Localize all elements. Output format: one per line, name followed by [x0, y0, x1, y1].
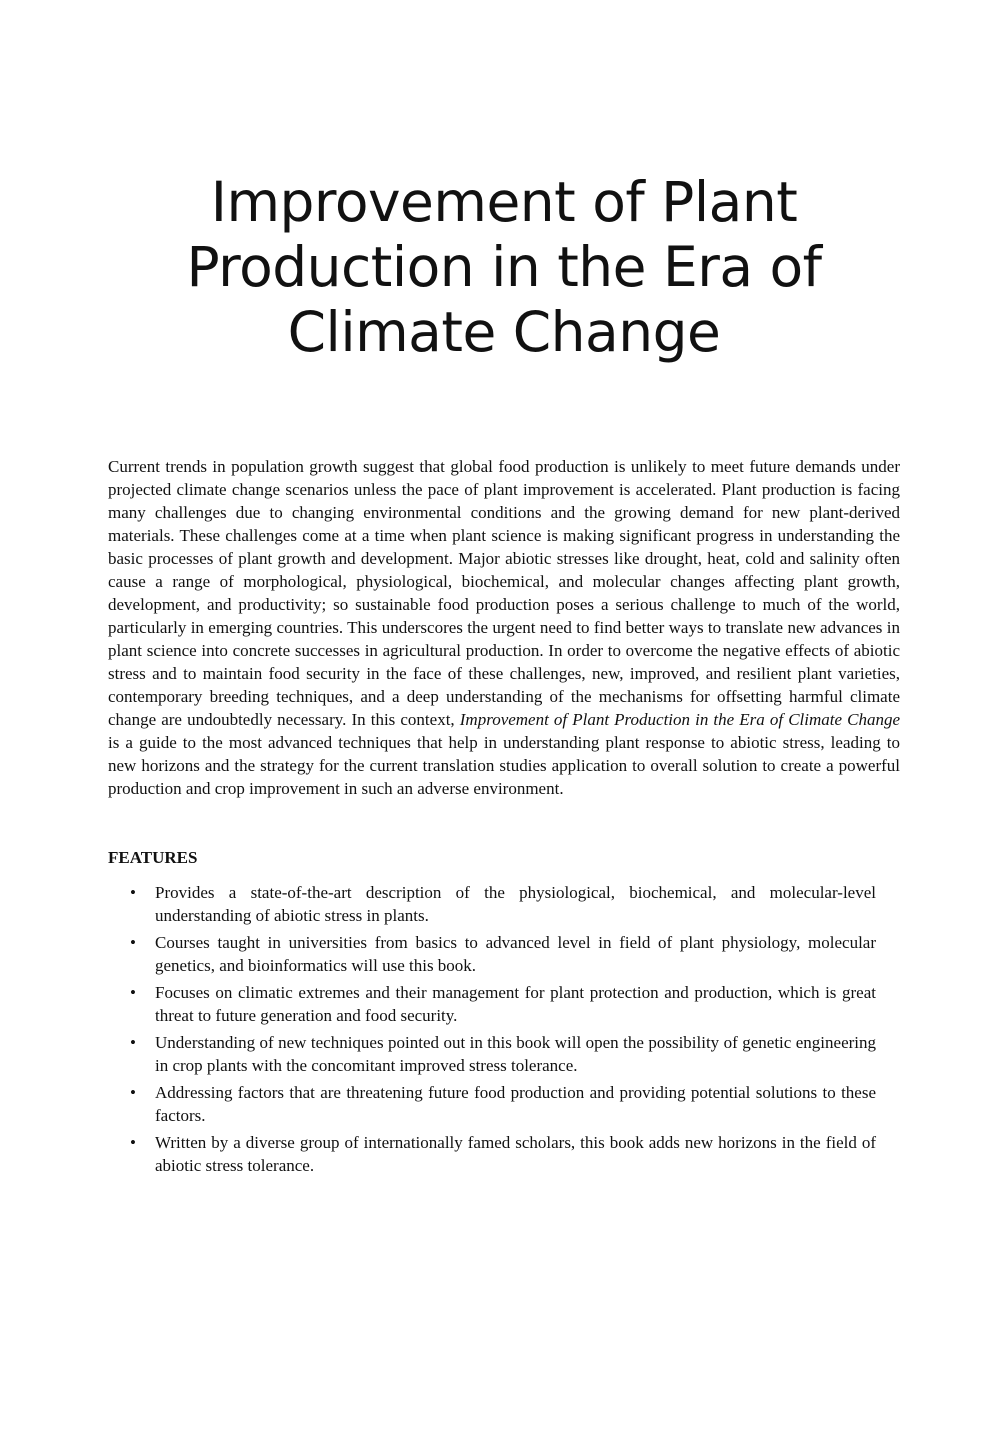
feature-item — [108, 1131, 876, 1177]
feature-text: Focuses on climatic extremes and their management for plant protection and production, which is great threat to future generation and food security. — [155, 983, 876, 1025]
feature-item — [108, 931, 876, 977]
feature-item — [108, 1031, 876, 1077]
bullet-icon: • — [130, 1133, 136, 1152]
feature-item — [108, 881, 876, 927]
features-list — [108, 881, 900, 1181]
back-cover-page — [108, 0, 900, 1440]
bullet-icon: • — [130, 1033, 136, 1052]
bullet-icon: • — [130, 883, 136, 902]
features-heading: FEATURES — [108, 848, 198, 867]
feature-text: Courses taught in universities from basics to advanced level in field of plant physiology, molecular genetics, and bioinformatics will use this book. — [155, 933, 876, 975]
feature-text: Written by a diverse group of internationally famed scholars, this book adds new horizons in the field of abiotic stress tolerance. — [155, 1133, 876, 1175]
feature-text: Addressing factors that are threatening future food production and providing potential solutions to these factors. — [155, 1083, 876, 1125]
feature-item — [108, 1081, 876, 1127]
bullet-icon: • — [130, 1083, 136, 1102]
feature-text: Understanding of new techniques pointed out in this book will open the possibility of genetic engineering in crop plants with the concomitant improved stress tolerance. — [155, 1033, 876, 1075]
description-paragraph — [108, 455, 900, 800]
description-book-title-italic: Improvement of Plant Production in the Era of Climate Change — [459, 710, 900, 729]
book-title-line-1: Improvement of Plant — [210, 170, 798, 234]
book-title — [108, 170, 900, 365]
feature-item — [108, 981, 876, 1027]
book-title-line-3: Climate Change — [287, 300, 721, 364]
feature-text: Provides a state-of-the-art description of the physiological, biochemical, and molecular-level understanding of abiotic stress in plants. — [155, 883, 876, 925]
book-title-line-2: Production in the Era of — [186, 235, 822, 299]
description-text-2: is a guide to the most advanced techniques that help in understanding plant response to abiotic stress, leading to new horizons and the strategy for the current translation studies application to overall solution to create a powerful production and crop improvement in such an adverse environment. — [108, 733, 900, 798]
bullet-icon: • — [130, 983, 136, 1002]
description-text-1: Current trends in population growth suggest that global food production is unlikely to meet future demands under projected climate change scenarios unless the pace of plant improvement is accelerated. Plant production is facing many challenges due to changing environmental conditions and the growing demand for new plant-derived materials. These challenges come at a time when plant science is making significant progress in understanding the basic processes of plant growth and development. Major abiotic stresses like drought, heat, cold and salinity often cause a range of morphological, physiological, biochemical, and molecular changes affecting plant growth, development, and productivity; so sustainable food production poses a serious challenge to much of the world, particularly in emerging countries. This underscores the urgent need to find better ways to translate new advances in plant science into concrete successes in agricultural production. In order to overcome the negative effects of abiotic stress and to maintain food security in the face of these challenges, new, improved, and resilient plant varieties, contemporary breeding techniques, and a deep understanding of the mechanisms for offsetting harmful climate change are undoubtedly necessary. In this context, — [108, 457, 900, 729]
bullet-icon: • — [130, 933, 136, 952]
